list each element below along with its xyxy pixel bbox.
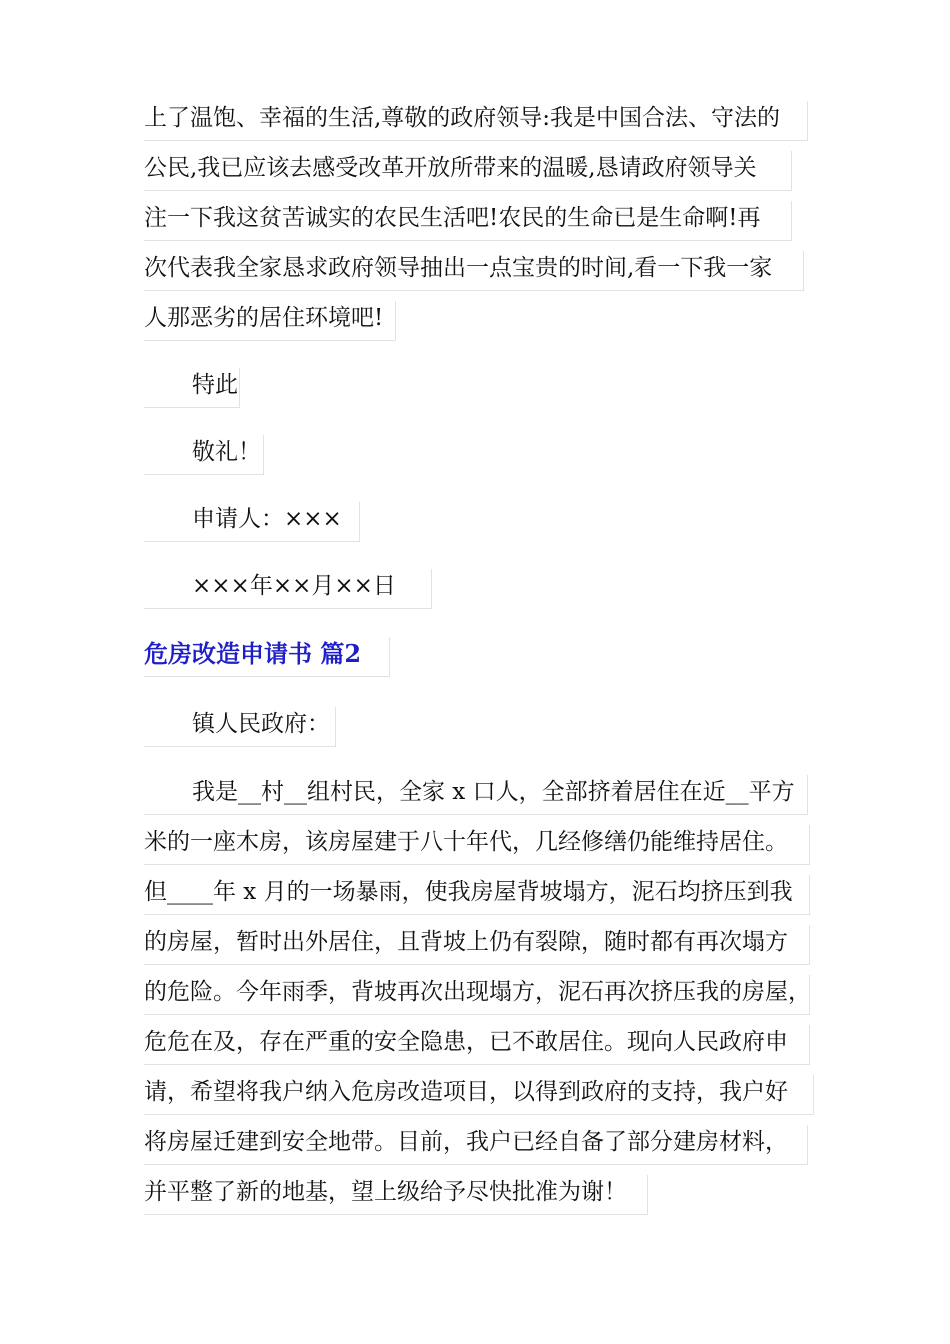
body-line-text: 我是__村__组村民，全家 x 口人，全部挤着居住在近__平方 [192,779,795,805]
body-line: 的危险。今年雨季，背坡再次出现塌方，泥石再次挤压我的房屋， [144,975,810,1015]
body-line: 人那恶劣的居住环境吧! [144,301,396,341]
salutation-text: 敬礼！ [192,439,261,465]
closing-line [144,368,240,408]
body-line: 公民,我已应该去感受改革开放所带来的温暖,恳请政府领导关 [144,151,792,191]
date-text: ×××年××月××日 [192,573,396,599]
body-line: 的房屋，暂时出外居住，且背坡上仍有裂隙，随时都有再次塌方 [144,925,810,965]
applicant-line [144,502,360,542]
closing-text: 特此 [192,372,238,398]
date-line [144,569,432,609]
addressee-line [144,707,336,747]
body-line [144,775,808,815]
body-line: 米的一座木房，该房屋建于八十年代，几经修缮仍能维持居住。 [144,825,810,865]
applicant-text: 申请人：××× [192,506,342,532]
body-line: 将房屋迁建到安全地带。目前，我户已经自备了部分建房材料， [144,1125,808,1165]
body-line: 注一下我这贫苦诚实的农民生活吧!农民的生命已是生命啊!再 [144,201,792,241]
body-line: 上了温饱、幸福的生活,尊敬的政府领导:我是中国合法、守法的 [144,101,808,141]
section-heading: 危房改造申请书 篇2 [144,637,390,677]
body-line: 并平整了新的地基，望上级给予尽快批准为谢！ [144,1175,648,1215]
body-line: 但____年 x 月的一场暴雨，使我房屋背坡塌方，泥石均挤压到我 [144,875,810,915]
body-line: 危危在及，存在严重的安全隐患，已不敢居住。现向人民政府申 [144,1025,810,1065]
closing-line [144,435,264,475]
body-line: 请，希望将我户纳入危房改造项目，以得到政府的支持，我户好 [144,1075,814,1115]
addressee-text: 镇人民政府： [192,711,330,737]
body-line: 次代表我全家恳求政府领导抽出一点宝贵的时间,看一下我一家 [144,251,804,291]
